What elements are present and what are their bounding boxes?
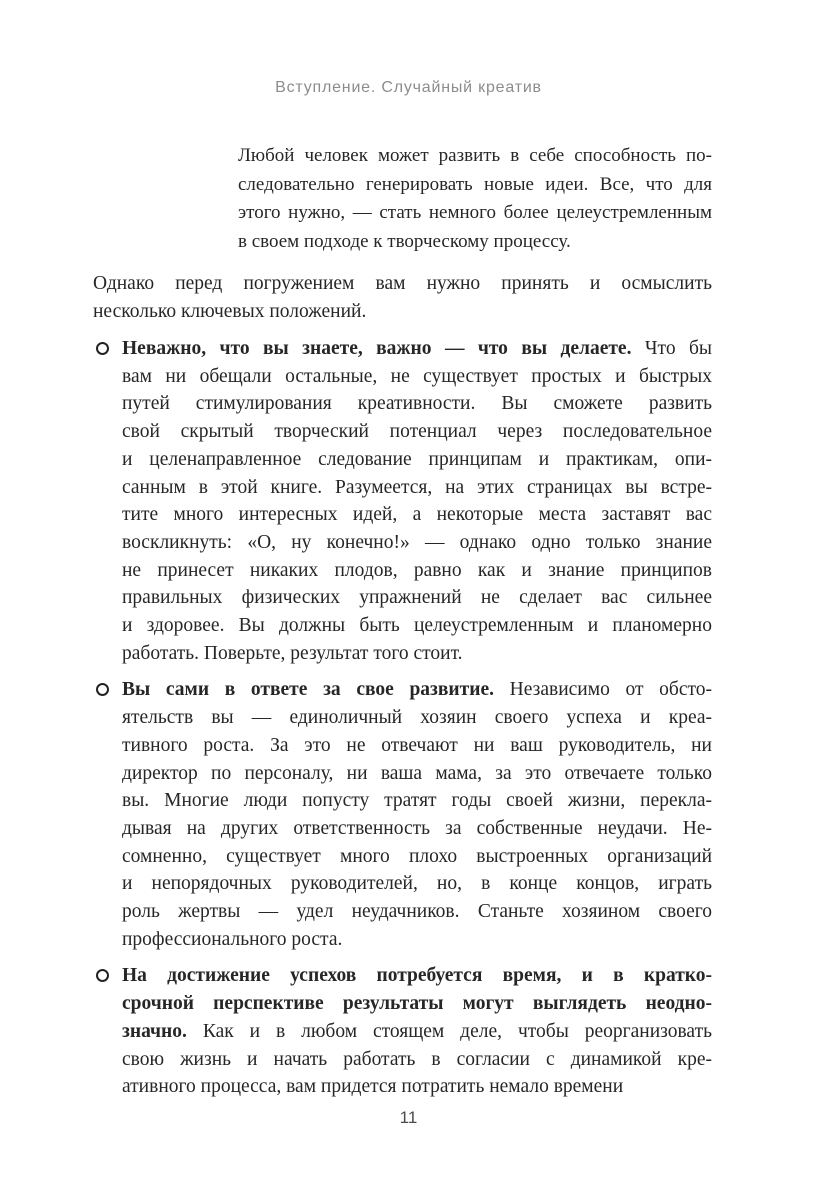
body-text-segment: не принесет никаких плодов, равно как и знание принципов <box>122 559 712 581</box>
body-text-segment: несколько ключевых положений. <box>93 301 367 322</box>
epigraph <box>238 142 712 256</box>
bullet-marker-column <box>93 962 122 1101</box>
body-text-segment: Независимо от обсто- <box>494 679 713 701</box>
bullet-text <box>122 962 712 1101</box>
text-line <box>122 612 712 640</box>
bullet-marker-column <box>93 335 122 667</box>
body-text-segment: воскликнуть: «О, ну конечно!» — однако одно только знание <box>122 531 712 553</box>
body-text-segment: Что бы <box>631 338 712 359</box>
text-line <box>238 142 712 171</box>
bold-lead-in: срочной перспективе результаты могут выглядеть неодно- <box>122 993 712 1015</box>
body-text-segment: санным в этой книге. Разумеется, на этих страницах вы встре- <box>122 476 712 498</box>
text-line <box>122 732 712 760</box>
bold-lead-in: Неважно, что вы знаете, важно — что вы делаете. <box>122 338 632 359</box>
text-line <box>122 1073 712 1101</box>
body-text-segment: свою жизнь и начать работать в согласии с динамикой кре- <box>122 1048 712 1070</box>
text-line <box>122 926 712 954</box>
body-text-segment: дывая на других ответственность за собственные неудачи. Не- <box>122 817 712 839</box>
body-text-segment: правильных физических упражнений не сделает вас сильнее <box>122 587 712 609</box>
body-text-segment: Как и в любом стоящем деле, чтобы реорганизовать <box>186 1020 712 1042</box>
text-line <box>122 446 712 474</box>
text-line <box>122 962 712 990</box>
text-line <box>122 390 712 418</box>
text-line <box>238 171 712 200</box>
text-line <box>122 898 712 926</box>
text-line <box>122 363 712 391</box>
body-text-segment: Любой человек может развить в себе способность по- <box>238 145 712 166</box>
body-text <box>93 270 712 1101</box>
text-line <box>122 474 712 502</box>
text-line <box>122 676 712 704</box>
body-text-segment: в своем подходе к творческому процессу. <box>238 230 571 252</box>
bullet-item <box>93 962 712 1101</box>
body-text-segment: ативного процесса, вам придется потратить немало времени <box>122 1076 624 1098</box>
body-text-segment: Однако перед погружением вам нужно принять и осмыслить <box>93 273 712 294</box>
body-text-segment: сомненно, существует много плохо выстроенных организаций <box>122 845 712 867</box>
bullet-text <box>122 335 712 667</box>
text-line <box>122 335 712 363</box>
bullet-circle-icon <box>96 969 109 982</box>
body-text-segment: директор по персоналу, ни ваша мама, за это отвечаете только <box>122 762 712 784</box>
body-text-segment: свой скрытый творческий потенциал через последовательное <box>122 421 712 443</box>
text-line <box>122 584 712 612</box>
body-text-segment: тивного роста. За это не отвечают ни ваш руководитель, ни <box>122 734 712 756</box>
text-line <box>93 270 712 298</box>
bullet-circle-icon <box>96 342 109 355</box>
body-text-segment: и здоровее. Вы должны быть целеустремленным и планомерно <box>122 615 712 637</box>
body-text-segment: путей стимулирования креативности. Вы сможете развить <box>122 393 712 415</box>
paragraph <box>93 270 712 326</box>
text-line <box>122 557 712 585</box>
bullet-text <box>122 676 712 953</box>
text-line <box>122 640 712 668</box>
body-text-segment: и непорядочных руководителей, но, в конце концов, играть <box>122 873 712 895</box>
text-line <box>122 704 712 732</box>
body-text-segment: вы. Многие люди попусту тратят годы своей жизни, перекла- <box>122 790 712 812</box>
body-text-segment: работать. Поверьте, результат того стоит. <box>122 642 463 664</box>
body-text-segment: следовательно генерировать новые идеи. Все, что для <box>238 173 712 195</box>
text-line <box>122 760 712 788</box>
bold-lead-in: На достижение успехов потребуется время, и в кратко- <box>122 965 712 987</box>
body-text-segment: профессионального роста. <box>122 928 343 950</box>
text-line <box>122 529 712 557</box>
text-line <box>122 1018 712 1046</box>
text-line <box>122 815 712 843</box>
text-line <box>122 418 712 446</box>
bold-lead-in: Вы сами в ответе за свое развитие. <box>122 679 494 701</box>
text-line <box>122 870 712 898</box>
text-line <box>122 1046 712 1074</box>
bullet-circle-icon <box>96 683 109 696</box>
bold-lead-in: значно. <box>122 1020 187 1042</box>
body-text-segment: роль жертвы — удел неудачников. Станьте хозяином своего <box>122 901 712 923</box>
text-line <box>93 298 712 326</box>
body-text-segment: ятельств вы — единоличный хозяин своего успеха и креа- <box>122 707 712 729</box>
bullet-item <box>93 676 712 953</box>
text-line <box>238 199 712 228</box>
bullet-item <box>93 335 712 667</box>
body-text-segment: и целенаправленное следование принципам и практикам, опи- <box>122 448 712 470</box>
text-line <box>238 228 712 257</box>
body-text-segment: этого нужно, — стать немного более целеустремленным <box>238 202 712 223</box>
page-content <box>93 142 712 1101</box>
text-line <box>122 787 712 815</box>
text-line <box>122 990 712 1018</box>
text-line <box>122 501 712 529</box>
running-head: Вступление. Случайный креатив <box>275 79 542 96</box>
bullet-marker-column <box>93 676 122 953</box>
page-number: 11 <box>399 1108 418 1127</box>
body-text-segment: вам ни обещали остальные, не существует простых и быстрых <box>122 365 712 387</box>
text-line <box>122 843 712 871</box>
body-text-segment: тите много интересных идей, а некоторые места заставят вас <box>122 504 712 526</box>
